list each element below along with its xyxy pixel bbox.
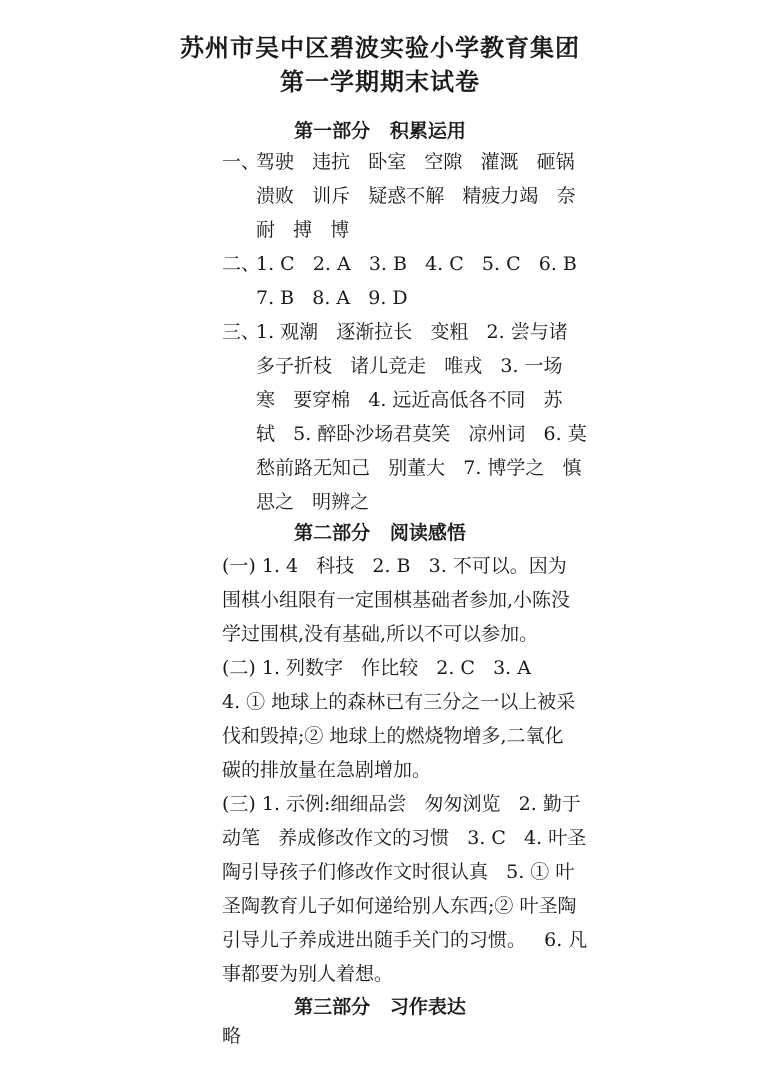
answer-line: 引导儿子养成进出随手关门的习惯。 6. 凡 xyxy=(222,929,588,951)
answer-line: 溃败 训斥 疑惑不解 精疲力竭 奈 xyxy=(256,185,576,207)
answer-line: 轼 5. 醉卧沙场君莫笑 凉州词 6. 莫 xyxy=(256,423,587,445)
answer-line: 1. C 2. A 3. B 4. C 5. C 6. B xyxy=(256,253,577,275)
section-heading-part2: 第二部分 阅读感悟 xyxy=(294,522,466,544)
question-marker-3: 三、 xyxy=(222,321,261,343)
question-marker-1: 一、 xyxy=(222,151,261,173)
answer-line: 略 xyxy=(222,1025,242,1047)
title-school: 苏州市吴中区碧波实验小学教育集团 xyxy=(180,34,580,62)
answer-line: 圣陶教育儿子如何递给别人东西;② 叶圣陶 xyxy=(222,895,577,917)
section-heading-part1: 第一部分 积累运用 xyxy=(294,120,466,142)
answer-line: 伐和毁掉;② 地球上的燃烧物增多,二氧化 xyxy=(222,725,564,747)
answer-line: 围棋小组限有一定围棋基础者参加,小陈没 xyxy=(222,589,571,611)
answer-line: (二) 1. 列数字 作比较 2. C 3. A xyxy=(222,657,531,679)
answer-line: 碳的排放量在急剧增加。 xyxy=(222,759,432,781)
answer-line: 动笔 养成修改作文的习惯 3. C 4. 叶圣 xyxy=(222,827,587,849)
answer-line: 多子折枝 诸儿竞走 唯戎 3. 一场 xyxy=(256,355,563,377)
question-marker-2: 二、 xyxy=(222,253,261,275)
answer-line: 学过围棋,没有基础,所以不可以参加。 xyxy=(222,623,539,645)
answer-line: 陶引导孩子们修改作文时很认真 5. ① 叶 xyxy=(222,861,575,883)
answer-line: 愁前路无知己 别董大 7. 博学之 慎 xyxy=(256,457,582,479)
answer-line: (一) 1. 4 科技 2. B 3. 不可以。因为 xyxy=(222,555,567,577)
answer-line: 思之 明辨之 xyxy=(256,491,370,513)
answer-line: 事都要为别人着想。 xyxy=(222,963,394,985)
answer-line: 4. ① 地球上的森林已有三分之一以上被采 xyxy=(222,691,576,713)
answer-line: 1. 观潮 逐渐拉长 变粗 2. 尝与诸 xyxy=(256,321,568,343)
answer-line: 7. B 8. A 9. D xyxy=(256,287,408,309)
title-exam: 第一学期期末试卷 xyxy=(280,68,480,96)
section-heading-part3: 第三部分 习作表达 xyxy=(294,996,466,1018)
answer-line: 耐 搏 博 xyxy=(256,219,350,241)
answer-line: 寒 要穿棉 4. 远近高低各不同 苏 xyxy=(256,389,563,411)
answer-line: 驾驶 违抗 卧室 空隙 灌溉 砸锅 xyxy=(256,151,575,173)
answer-line: (三) 1. 示例:细细品尝 匆匆浏览 2. 勤于 xyxy=(222,793,581,815)
